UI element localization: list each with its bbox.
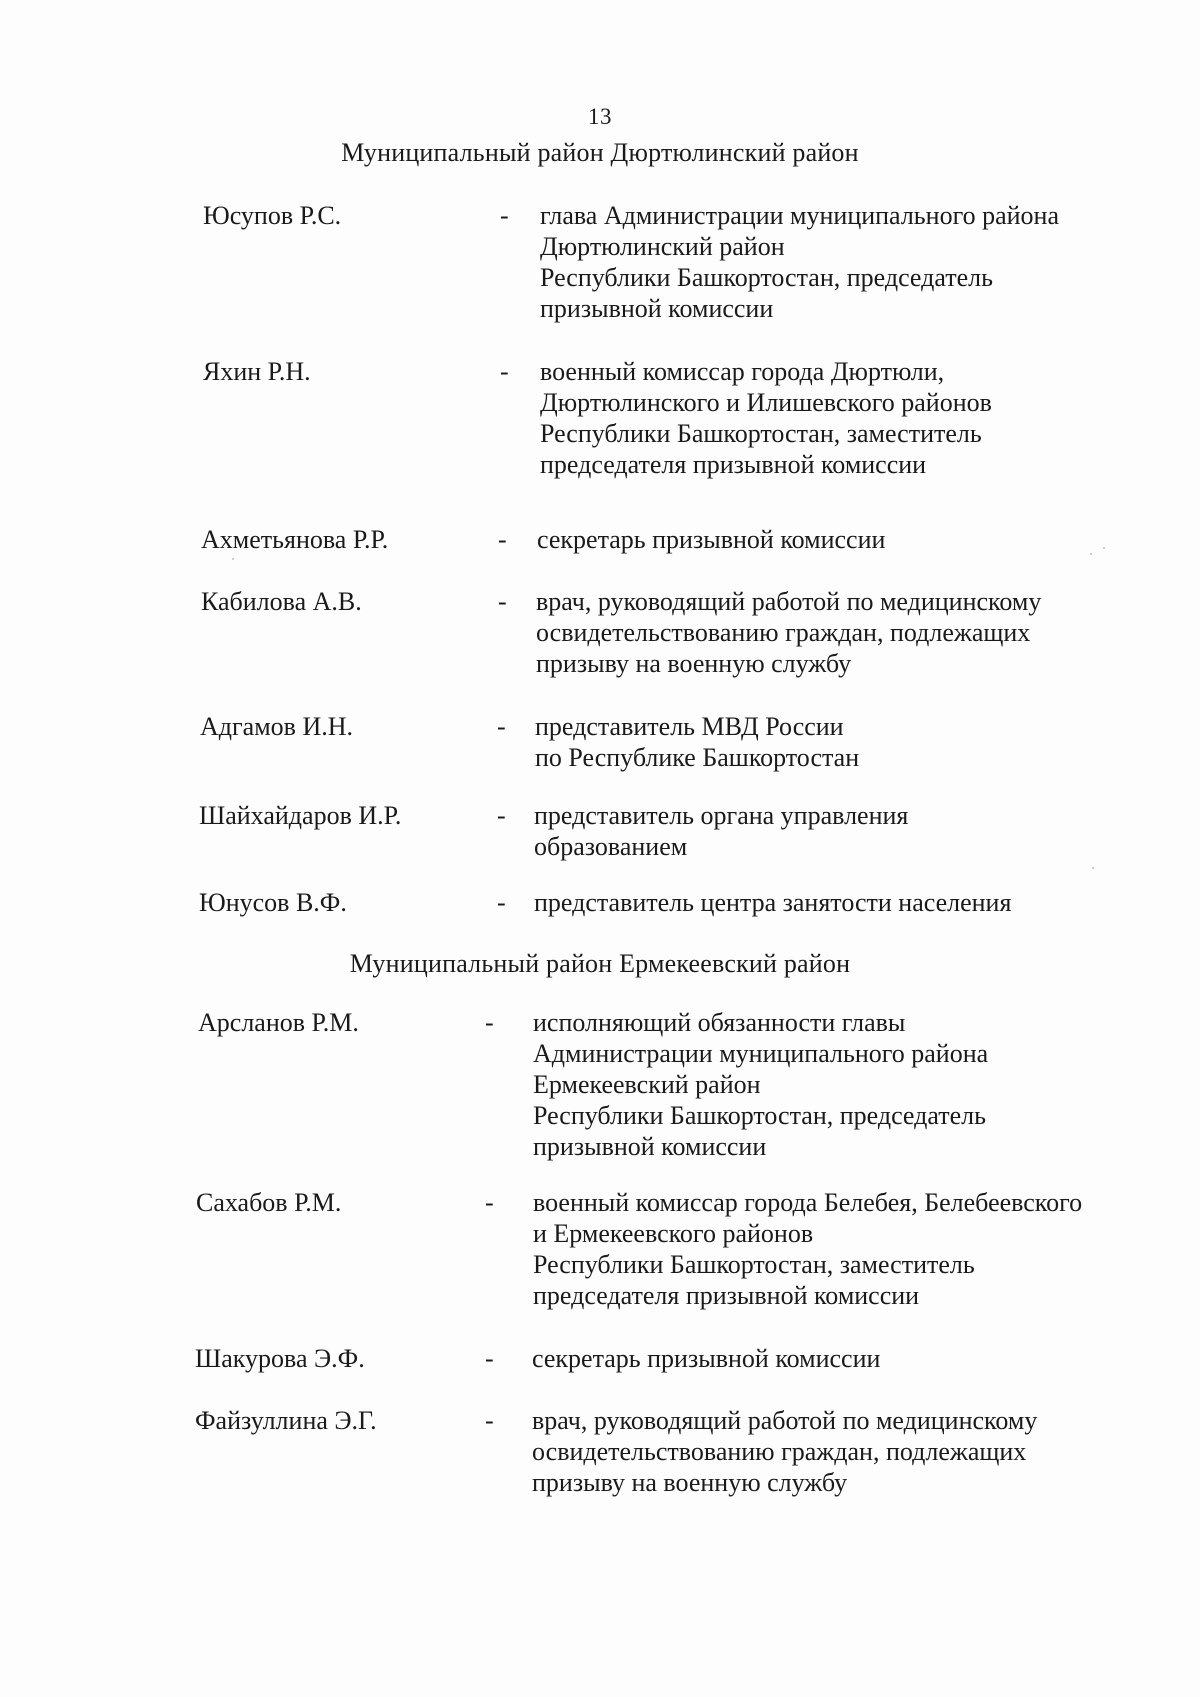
dash-separator: - — [497, 801, 506, 830]
member-role: представитель МВД России по Республике Башкортостан — [535, 712, 860, 772]
member-name: Адгамов И.Н. — [200, 712, 353, 741]
scan-speck — [1090, 553, 1092, 555]
scan-speck — [232, 558, 234, 560]
dash-separator: - — [485, 1344, 494, 1373]
member-role: врач, руководящий работой по медицинскому освидетельствованию граждан, подлежащих призыву на военную службу — [532, 1406, 1038, 1497]
page-number: 13 — [588, 104, 612, 129]
dash-separator: - — [500, 201, 509, 230]
dash-separator: - — [498, 525, 507, 554]
member-role: военный комиссар города Дюртюли, Дюртюлинского и Илишевского районов Республики Башкортостан, заместитель председателя призывной комиссии — [540, 357, 992, 479]
dash-separator: - — [498, 587, 507, 616]
member-role: врач, руководящий работой по медицинскому освидетельствованию граждан, подлежащих призыву на военную службу — [536, 587, 1042, 678]
member-name: Яхин Р.Н. — [203, 357, 311, 386]
member-name: Кабилова А.В. — [201, 587, 362, 616]
scan-speck — [1103, 547, 1105, 549]
dash-separator: - — [497, 888, 506, 917]
member-name: Юсупов Р.С. — [203, 201, 342, 230]
member-name: Шайхайдаров И.Р. — [199, 801, 402, 830]
member-name: Юнусов В.Ф. — [199, 888, 347, 917]
member-name: Файзуллина Э.Г. — [195, 1406, 377, 1435]
section-title: Муниципальный район Дюртюлинский район — [341, 138, 859, 167]
member-role: исполняющий обязанности главы Администрации муниципального района Ермекеевский район Республики Башкортостан, председатель призывной комиссии — [533, 1008, 989, 1161]
member-role: секретарь призывной комиссии — [532, 1344, 881, 1373]
member-role: представитель центра занятости населения — [534, 888, 1012, 917]
member-role: представитель органа управления образованием — [534, 801, 909, 861]
scan-speck — [1092, 867, 1094, 869]
member-name: Шакурова Э.Ф. — [195, 1344, 365, 1373]
member-name: Арсланов Р.М. — [198, 1008, 359, 1037]
section-title: Муниципальный район Ермекеевский район — [349, 949, 851, 978]
dash-separator: - — [485, 1008, 494, 1037]
dash-separator: - — [500, 357, 509, 386]
dash-separator: - — [497, 712, 506, 741]
dash-separator: - — [485, 1188, 494, 1217]
dash-separator: - — [485, 1406, 494, 1435]
member-role: секретарь призывной комиссии — [537, 525, 886, 554]
member-role: глава Администрации муниципального района Дюртюлинский район Республики Башкортостан, председатель призывной комиссии — [540, 201, 1059, 323]
member-name: Сахабов Р.М. — [196, 1188, 342, 1217]
member-role: военный комиссар города Белебея, Белебеевского и Ермекеевского районов Республики Башкортостан, заместитель председателя призывной комиссии — [533, 1188, 1083, 1310]
member-name: Ахметьянова Р.Р. — [201, 525, 389, 554]
